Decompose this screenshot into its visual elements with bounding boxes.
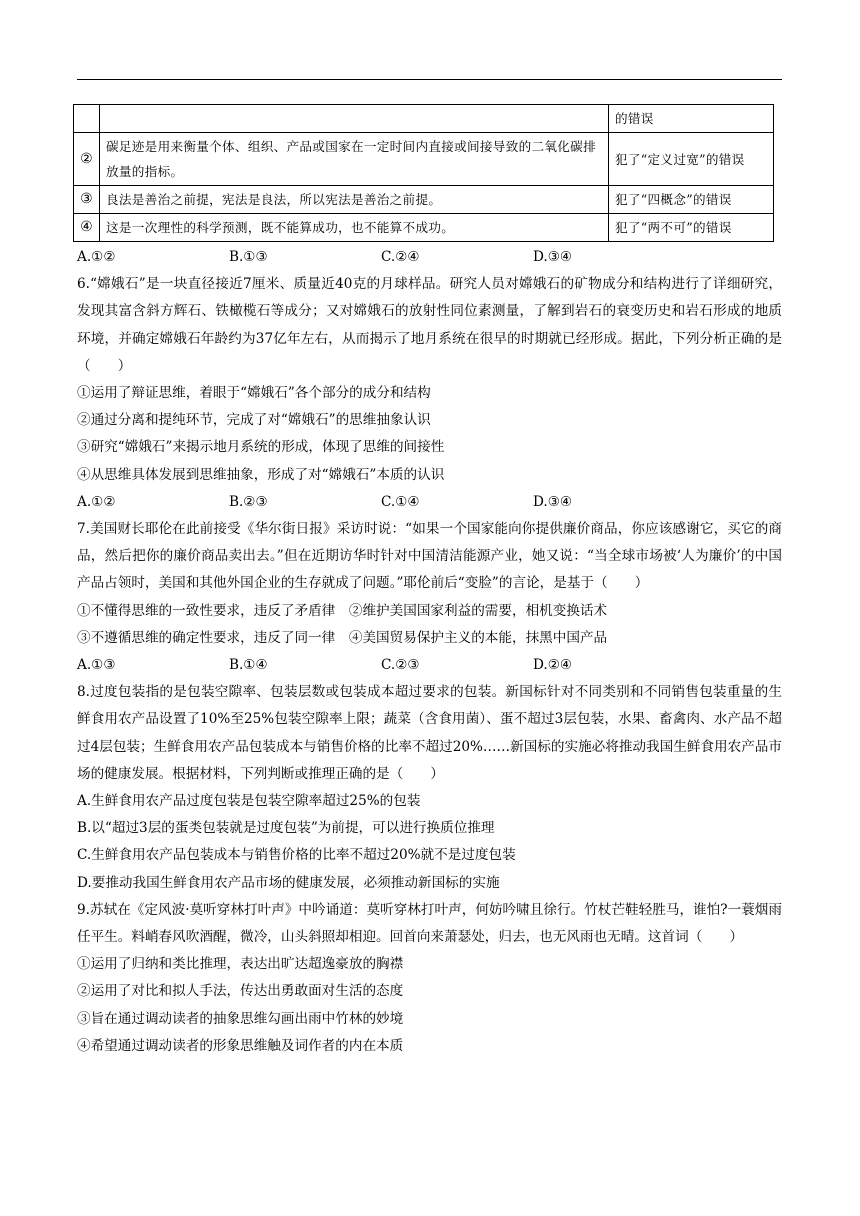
row-statement: 碳足迹是用来衡量个体、组织、产品或国家在一定时间内直接或间接导致的二氧化碳排放量的指标。 xyxy=(100,133,609,186)
option[interactable]: B.①③ xyxy=(229,249,268,265)
q7-options xyxy=(77,652,782,679)
option[interactable]: C.①④ xyxy=(381,493,420,510)
q9-item: ②运用了对比和拟人手法，传达出勇敢面对生活的态度 xyxy=(77,983,404,1000)
row-verdict: 的错误 xyxy=(609,105,774,133)
q6-item: ④从思维具体发展到思维抽象，形成了对“嫦娥石”本质的认识 xyxy=(77,466,445,483)
row-statement xyxy=(100,105,609,133)
fallacy-table xyxy=(73,104,774,242)
q7-stem: 7.美国财长耶伦在此前接受《华尔街日报》采访时说：“如果一个国家能向你提供廉价商品，你应该感谢它，买它的商品，然后把你的廉价商品卖出去。”但在近期访华时针对中国清洁能源产业，她又说：“当全球市场被‘人为廉价’的中国产品占领时，美国和其他外国企业的生存就成了问题。”耶伦前后“变脸”的言论，是基于（ ） xyxy=(77,521,782,592)
q8-option[interactable]: D.要推动我国生鲜食用农产品市场的健康发展，必须推动新国标的实施 xyxy=(77,874,500,891)
q5-options xyxy=(77,244,782,271)
q6-item: ①运用了辩证思维，着眼于“嫦娥石”各个部分的成分和结构 xyxy=(77,385,431,402)
row-statement: 良法是善治之前提，宪法是良法，所以宪法是善治之前提。 xyxy=(100,186,609,214)
option[interactable]: D.③④ xyxy=(533,249,573,265)
row-number: ④ xyxy=(74,214,100,242)
row-number xyxy=(74,105,100,133)
row-verdict: 犯了“定义过宽”的错误 xyxy=(609,133,774,186)
option[interactable]: C.②③ xyxy=(381,657,420,674)
row-number: ② xyxy=(74,133,100,186)
table-row xyxy=(74,133,774,186)
q6-stem: 6.“嫦娥石”是一块直径接近7厘米、质量近40克的月球样品。研究人员对嫦娥石的矿物成分和结构进行了详细研究，发现其富含斜方辉石、铁橄榄石等成分；又对嫦娥石的放射性同位素测量，了解到岩石的衰变历史和岩石形成的地质环境，并确定嫦娥石年龄约为37亿年左右，从而揭示了地月系统在很早的时期就已经形成。据此，下列分析正确的是（ ） xyxy=(77,276,782,374)
table-row xyxy=(74,105,774,133)
row-statement: 这是一次理性的科学预测，既不能算成功，也不能算不成功。 xyxy=(100,214,609,242)
option[interactable]: B.①④ xyxy=(229,657,268,674)
table-row xyxy=(74,186,774,214)
option[interactable]: A.①③ xyxy=(77,657,116,674)
table-row xyxy=(74,214,774,242)
q8-stem: 8.过度包装指的是包装空隙率、包装层数或包装成本超过要求的包装。新国标针对不同类别和不同销售包装重量的生鲜食用农产品设置了10%至25%包装空隙率上限；蔬菜（含食用菌）、蛋不超过3层包装，水果、畜禽肉、水产品不超过4层包装；生鲜食用农产品包装成本与销售价格的比率不超过20%……新国标的实施必将推动我国生鲜食用农产品市场的健康发展。根据材料，下列判断或推理正确的是（ ） xyxy=(77,684,782,782)
option[interactable]: C.②④ xyxy=(381,249,420,265)
q9-stem: 9.苏轼在《定风波·莫听穿林打叶声》中吟诵道：莫听穿林打叶声，何妨吟啸且徐行。竹杖芒鞋轻胜马，谁怕?一蓑烟雨任平生。料峭春风吹酒醒，微冷，山头斜照却相迎。回首向来萧瑟处，归去，也无风雨也无晴。这首词（ ） xyxy=(77,901,782,946)
q8-option[interactable]: A.生鲜食用农产品过度包装是包装空隙率超过25%的包装 xyxy=(77,793,421,810)
q9-item: ①运用了归纳和类比推理，表达出旷达超逸豪放的胸襟 xyxy=(77,956,404,973)
q9-item: ③旨在通过调动读者的抽象思维勾画出雨中竹林的妙境 xyxy=(77,1010,404,1027)
q7-item: ①不懂得思维的一致性要求，违反了矛盾律 ②维护美国国家利益的需要，相机变换话术 xyxy=(77,602,608,619)
q8-option[interactable]: C.生鲜食用农产品包装成本与销售价格的比率不超过20%就不是过度包装 xyxy=(77,847,516,864)
q8-option[interactable]: B.以“超过3层的蛋类包装就是过度包装”为前提，可以进行换质位推理 xyxy=(77,820,495,837)
option[interactable]: A.①② xyxy=(77,249,116,265)
q6-options xyxy=(77,489,782,516)
row-number: ③ xyxy=(74,186,100,214)
row-verdict: 犯了“四概念”的错误 xyxy=(609,186,774,214)
header-rule xyxy=(77,79,782,80)
row-verdict: 犯了“两不可”的错误 xyxy=(609,214,774,242)
q6-item: ②通过分离和提纯环节，完成了对“嫦娥石”的思维抽象认识 xyxy=(77,412,431,429)
option[interactable]: A.①② xyxy=(77,493,116,510)
option[interactable]: D.②④ xyxy=(533,657,573,674)
q9-item: ④希望通过调动读者的形象思维触及词作者的内在本质 xyxy=(77,1037,404,1054)
option[interactable]: B.②③ xyxy=(229,493,268,510)
question-content xyxy=(77,244,782,1060)
option[interactable]: D.③④ xyxy=(533,493,573,510)
q6-item: ③研究“嫦娥石”来揭示地月系统的形成，体现了思维的间接性 xyxy=(77,439,445,456)
q7-item: ③不遵循思维的确定性要求，违反了同一律 ④美国贸易保护主义的本能，抹黑中国产品 xyxy=(77,629,608,646)
